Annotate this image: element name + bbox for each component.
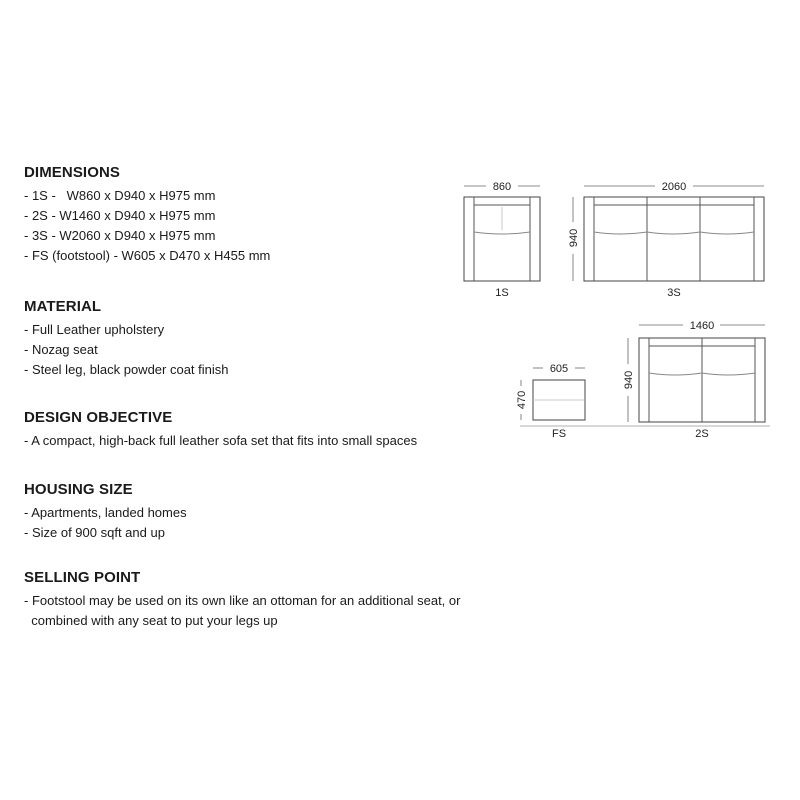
two-seater-depth-label: 940	[623, 370, 635, 390]
material-line: - Nozag seat	[24, 342, 98, 357]
dimensions-heading: DIMENSIONS	[24, 164, 121, 181]
two-seater-label: 2S	[695, 428, 709, 440]
dimensions-line: - 1S - W860 x D940 x H975 mm	[24, 188, 216, 203]
one-seater-width-label: 860	[492, 181, 512, 193]
three-seater-drawing	[584, 197, 764, 281]
two-seater-drawing	[639, 338, 765, 422]
selling-point-line: - Footstool may be used on its own like an ottoman for an additional seat, or	[24, 593, 461, 608]
material-heading: MATERIAL	[24, 298, 102, 315]
two-seater-width-label: 1460	[689, 320, 715, 332]
housing-size-line: - Size of 900 sqft and up	[24, 525, 165, 540]
three-seater-depth-label: 940	[568, 228, 580, 248]
dimensions-line: - 2S - W1460 x D940 x H975 mm	[24, 208, 216, 223]
footstool-label: FS	[551, 428, 567, 440]
housing-size-line: - Apartments, landed homes	[24, 505, 187, 520]
design-objective-heading: DESIGN OBJECTIVE	[24, 409, 173, 426]
dimensions-line: - 3S - W2060 x D940 x H975 mm	[24, 228, 216, 243]
footstool-depth-label: 470	[516, 390, 528, 410]
dimensions-line: - FS (footstool) - W605 x D470 x H455 mm	[24, 248, 271, 263]
material-line: - Full Leather upholstery	[24, 322, 165, 337]
housing-size-heading: HOUSING SIZE	[24, 481, 133, 498]
design-objective-line: - A compact, high-back full leather sofa set that fits into small spaces	[24, 433, 418, 448]
one-seater-drawing	[464, 197, 540, 281]
selling-point-heading: SELLING POINT	[24, 569, 141, 586]
material-line: - Steel leg, black powder coat finish	[24, 362, 229, 377]
three-seater-width-label: 2060	[661, 181, 687, 193]
three-seater-label: 3S	[667, 287, 681, 299]
footstool-drawing	[533, 380, 585, 420]
selling-point-line: combined with any seat to put your legs up	[24, 613, 278, 628]
footstool-width-label: 605	[549, 363, 569, 375]
one-seater-label: 1S	[495, 287, 509, 299]
